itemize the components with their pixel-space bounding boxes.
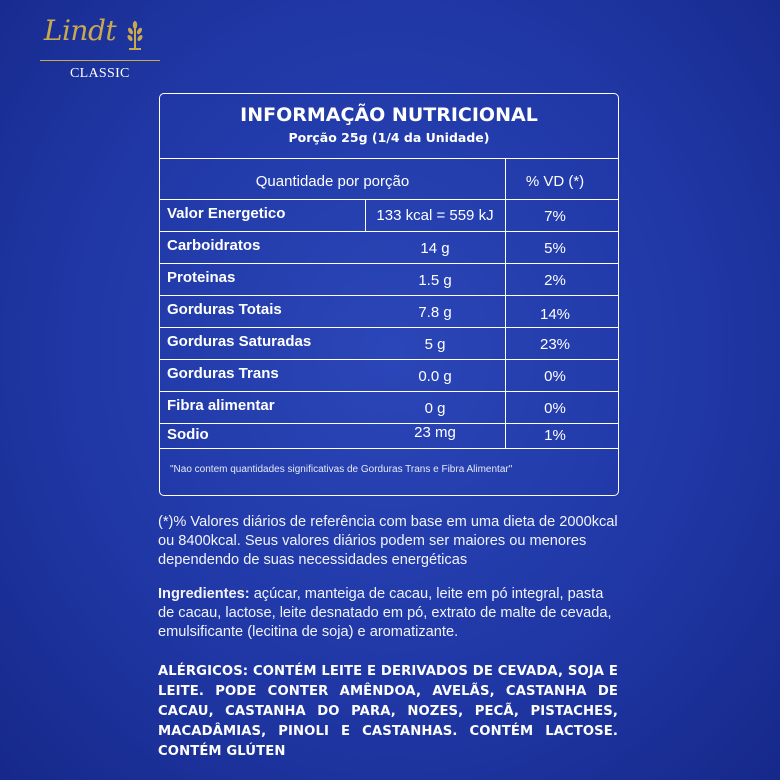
- nutrient-quantity: 0.0 g: [418, 368, 452, 385]
- ingredients-paragraph: [158, 585, 618, 642]
- nutrient-label: Carboidratos: [167, 237, 261, 254]
- brand-divider: [40, 60, 160, 61]
- nutrient-label: Sodio: [167, 426, 209, 443]
- nutrient-vd: 0%: [544, 400, 566, 417]
- nutrient-quantity: 23 mg: [414, 424, 456, 441]
- nutrient-row: [160, 391, 618, 423]
- nutrient-quantity: 0 g: [424, 400, 446, 417]
- header-quantity: Quantidade por porção: [255, 173, 410, 190]
- nutrient-row: [160, 423, 618, 448]
- daily-values-note: (*)% Valores diários de referência com base em uma dieta de 2000kcal ou 8400kcal. Seus valores diários podem ser maiores ou menores dependendo de suas necessidades energéticas: [158, 514, 618, 568]
- nutrition-facts-table: [159, 93, 619, 496]
- serving-size: Porção 25g (1/4 da Unidade): [288, 130, 490, 145]
- brand-name: Lindt: [43, 14, 117, 47]
- nutrient-quantity: 7.8 g: [418, 304, 452, 321]
- nutrient-vd: 23%: [539, 336, 571, 353]
- nutrient-row: [160, 295, 618, 327]
- brand-line: CLASSIC: [70, 66, 130, 81]
- divider: [160, 158, 618, 159]
- brand-logo: [30, 10, 140, 80]
- header-vd: % VD (*): [525, 173, 585, 190]
- nutrient-label: Gorduras Totais: [167, 301, 282, 318]
- nutrient-label: Proteinas: [167, 269, 236, 286]
- nutrient-label: Gorduras Saturadas: [167, 333, 312, 350]
- nutrient-label: Fibra alimentar: [167, 397, 275, 414]
- nutrient-vd: 14%: [539, 306, 571, 323]
- nutrient-vd: 5%: [544, 240, 566, 257]
- nutrient-quantity: 14 g: [420, 240, 450, 257]
- nutrient-row: [160, 327, 618, 359]
- nutrient-quantity: 1.5 g: [418, 272, 452, 289]
- nutrient-row: [160, 199, 618, 231]
- nutrient-vd: 0%: [544, 368, 566, 385]
- nutrient-vd: 1%: [544, 427, 566, 444]
- nutrient-quantity: 5 g: [424, 336, 446, 353]
- nutrient-row: [160, 263, 618, 295]
- nutrient-vd: 7%: [544, 208, 566, 225]
- nutrient-quantity: 133 kcal = 559 kJ: [376, 207, 494, 224]
- ingredients-text: açúcar, manteiga de cacau, leite em pó integral, pasta de cacau, lactose, leite desnatado em pó, extrato de malte de cevada, emulsificante (lecitina de soja) e aromatizante.: [158, 586, 612, 640]
- nutrient-label: Gorduras Trans: [167, 365, 279, 382]
- nutrient-label: Valor Energetico: [167, 205, 286, 222]
- wheat-emblem-icon: [124, 20, 146, 52]
- nutrient-row: [160, 231, 618, 263]
- nutrition-title: INFORMAÇÃO NUTRICIONAL: [240, 104, 538, 126]
- nutrient-vd: 2%: [544, 272, 566, 289]
- allergen-warning: ALÉRGICOS: CONTÉM LEITE E DERIVADOS DE CEVADA, SOJA E LEITE. PODE CONTER AMÊNDOA, AVELÃS, CASTANHA DE CACAU, CASTANHA DO PARA, NOZES, PECÃ, PISTACHES, MACADÂMIAS, PINOLI E CASTANHAS. CONTÉM LACTOSE. CONTÉM GLÚTEN: [158, 664, 618, 759]
- divider: [160, 448, 618, 449]
- ingredients-label: Ingredientes:: [158, 586, 250, 602]
- nutrient-row: [160, 359, 618, 391]
- table-footnote: "Nao contem quantidades significativas de Gorduras Trans e Fibra Alimentar": [170, 464, 513, 475]
